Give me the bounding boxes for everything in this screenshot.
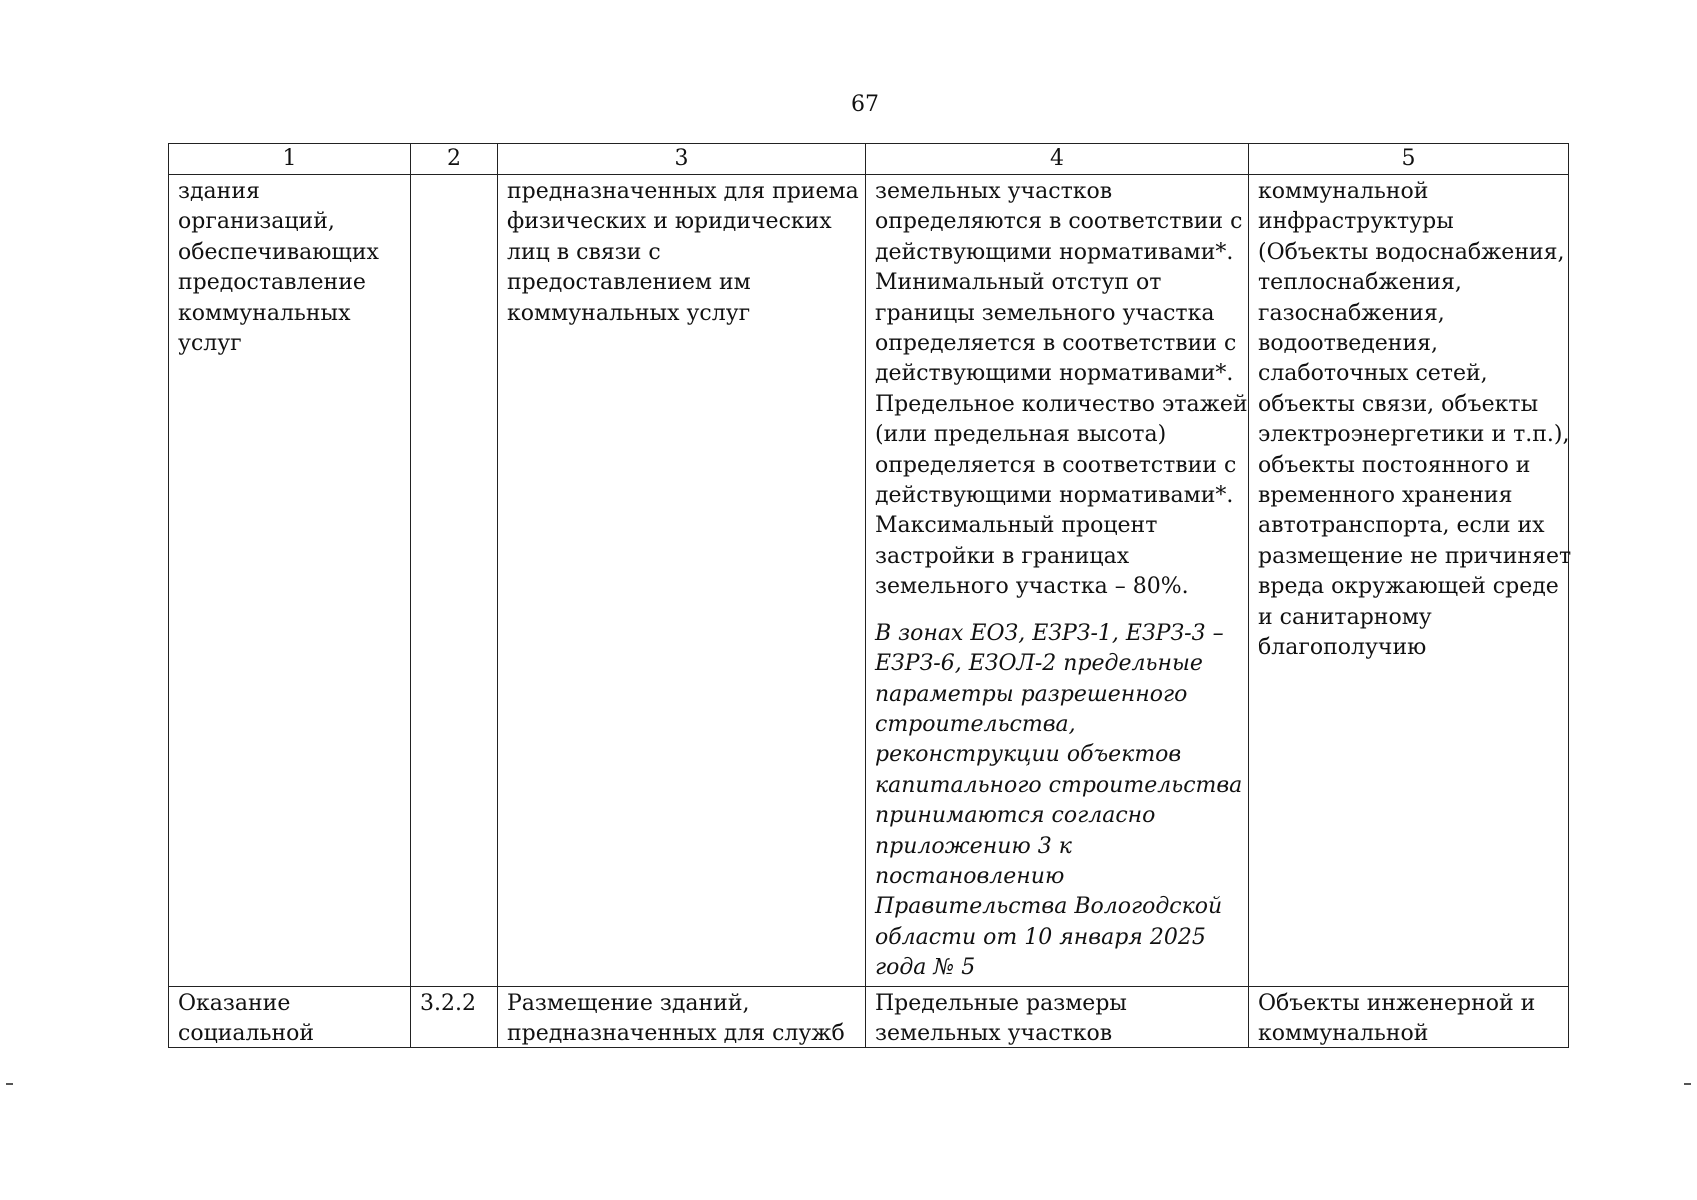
cell-text-line: коммунальных	[178, 300, 351, 326]
parameters-italic-note	[875, 619, 1243, 984]
objects-cell	[1249, 986, 1569, 1047]
use-type-cell	[169, 175, 411, 987]
cell-text-line: земельных участков	[875, 179, 1113, 204]
cell-text-line: и санитарному	[1258, 604, 1432, 630]
cell-text-line: Минимальный отступ от	[875, 270, 1162, 296]
cell-text-line: инфраструктуры	[1258, 209, 1454, 235]
cell-text-line: вреда окружающей среде	[1258, 574, 1559, 600]
cell-text-line: определяется в соответствии с	[875, 452, 1237, 478]
description-cell	[498, 986, 866, 1047]
cell-text-line: коммунальной	[1258, 179, 1429, 204]
cell-text-line: действующими нормативами*.	[875, 239, 1234, 265]
cell-text-line: объекты связи, объекты	[1258, 391, 1539, 417]
objects-cell	[1249, 175, 1572, 987]
cell-text-line: коммунальных услуг	[507, 300, 751, 326]
code-cell	[411, 986, 498, 1047]
cell-text-line: земельного участка – 80%.	[875, 574, 1189, 600]
cell-text-line: газоснабжения,	[1258, 300, 1445, 326]
cell-text-line: Правительства Вологодской	[875, 894, 1223, 920]
parameters-regular-text	[875, 177, 1248, 603]
cell-text-line: ЕЗРЗ-6, ЕЗОЛ-2 предельные	[875, 651, 1203, 677]
cell-text-line: предназначенных для приема	[507, 179, 859, 204]
cell-text-line: коммунальной	[1258, 1020, 1429, 1045]
cell-text-line: Объекты инженерной и	[1258, 990, 1536, 1016]
cell-text-line: теплоснабжения,	[1258, 270, 1462, 296]
cell-text-line: здания	[178, 179, 260, 204]
cell-text-line: Размещение зданий,	[507, 990, 750, 1016]
column-header-5: 5	[1249, 144, 1569, 175]
cell-text-line: обеспечивающих	[178, 239, 379, 265]
cell-text-line: реконструкции объектов	[875, 742, 1182, 768]
code-cell	[411, 175, 498, 987]
cell-text-line: параметры разрешенного	[875, 681, 1188, 707]
cell-text-line: года № 5	[875, 955, 976, 981]
cell-text-line: границы земельного участка	[875, 300, 1215, 326]
cell-text-line: предназначенных для служб	[507, 1020, 845, 1045]
cell-text-line: застройки в границах	[875, 543, 1130, 569]
cell-text-line: автотранспорта, если их	[1258, 513, 1545, 539]
parameters-cell	[866, 986, 1249, 1047]
cell-text-line: (Объекты водоснабжения,	[1258, 239, 1565, 265]
description-cell	[498, 175, 866, 987]
column-header-4: 4	[866, 144, 1249, 175]
cell-text-line: временного хранения	[1258, 483, 1513, 509]
cell-text-line: Предельное количество этажей	[875, 391, 1248, 417]
cell-text-line: услуг	[178, 331, 242, 357]
page-number: 67	[851, 92, 879, 117]
cell-text-line: (или предельная высота)	[875, 422, 1167, 448]
cell-text-line: слаботочных сетей,	[1258, 361, 1488, 387]
column-header-2: 2	[411, 144, 498, 175]
cell-text-line: Предельные размеры	[875, 990, 1127, 1016]
cell-text-line: физических и юридических	[507, 209, 832, 235]
cell-text-line: определяется в соответствии с	[875, 331, 1237, 357]
cell-text-line: Оказание	[178, 990, 291, 1016]
cell-text-line: Максимальный процент	[875, 513, 1158, 539]
table-header-row	[169, 144, 1569, 175]
cell-text-line: области от 10 января 2025	[875, 924, 1206, 950]
cell-text-line: объекты постоянного и	[1258, 452, 1531, 478]
parameters-cell	[866, 175, 1249, 987]
cell-text-line: определяются в соответствии с	[875, 209, 1243, 235]
cell-text-line: действующими нормативами*.	[875, 483, 1234, 509]
cell-text-line: организаций,	[178, 209, 335, 235]
cell-text-line: водоотведения,	[1258, 331, 1439, 357]
column-header-3: 3	[498, 144, 866, 175]
cell-text-line: лиц в связи с	[507, 239, 661, 265]
cell-text-line: капитального строительства	[875, 772, 1243, 798]
cell-text-line: электроэнергетики и т.п.),	[1258, 422, 1570, 448]
cell-text-line: постановлению	[875, 863, 1065, 889]
column-header-1: 1	[169, 144, 411, 175]
regulations-table	[168, 143, 1572, 1048]
cell-text-line: принимаются согласно	[875, 803, 1156, 829]
scan-edge-mark-right	[1684, 1083, 1691, 1085]
cell-text-line: 3.2.2	[420, 990, 476, 1016]
table-row	[169, 986, 1569, 1047]
table-row	[169, 175, 1569, 987]
cell-text-line: земельных участков	[875, 1020, 1113, 1045]
cell-text-line: социальной	[178, 1020, 315, 1045]
cell-text-line: благополучию	[1258, 635, 1427, 661]
cell-text-line: предоставление	[178, 270, 366, 296]
scan-edge-mark-left	[6, 1083, 13, 1085]
cell-text-line: предоставлением им	[507, 270, 751, 296]
cell-text-line: строительства,	[875, 711, 1076, 737]
use-type-cell	[169, 986, 411, 1047]
cell-text-line: В зонах ЕОЗ, ЕЗРЗ-1, ЕЗРЗ-3 –	[875, 620, 1224, 646]
cell-text-line: размещение не причиняет	[1258, 543, 1572, 569]
cell-text-line: приложению 3 к	[875, 833, 1072, 859]
cell-text-line: действующими нормативами*.	[875, 361, 1234, 387]
